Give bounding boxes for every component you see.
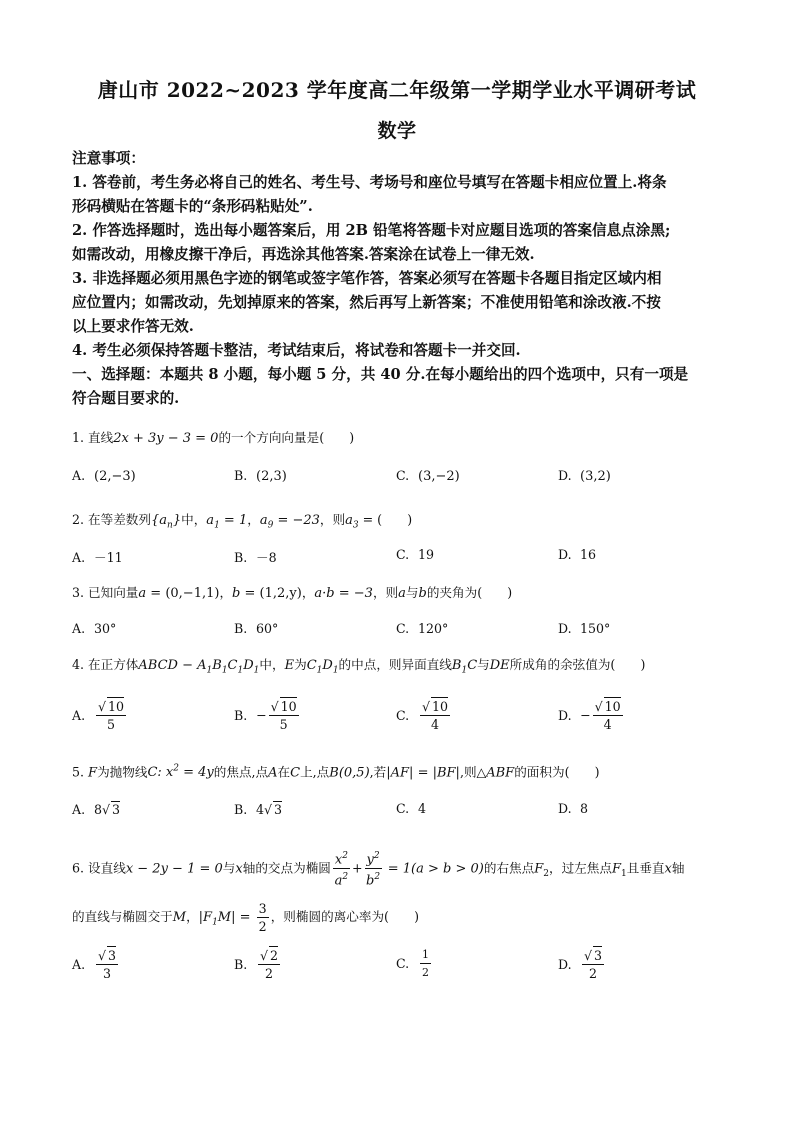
option-value: 8 <box>580 801 589 816</box>
q4-option-d[interactable] <box>558 697 625 733</box>
denominator: 3 <box>103 966 112 981</box>
q5-point-a: A <box>268 765 278 781</box>
q2-option-a[interactable] <box>72 547 123 566</box>
radicand: 10 <box>432 699 449 714</box>
option-label: A. <box>72 956 86 972</box>
q2-options <box>72 547 732 573</box>
radicand: 3 <box>594 948 603 963</box>
option-coef: 8 <box>94 802 103 817</box>
denominator: 4 <box>603 717 612 732</box>
q5-pre: 5. <box>72 764 89 780</box>
q1-options <box>72 468 732 494</box>
notice-line: 以上要求作答无效. <box>72 318 194 335</box>
q6-option-a[interactable] <box>72 946 120 982</box>
q6-eq: = <box>235 910 255 925</box>
q2-pre: 2. 在等差数列 <box>72 512 151 527</box>
q3-vector-a: a <box>398 586 406 601</box>
q5-post: 的面积为( ) <box>514 764 600 780</box>
q5-options <box>72 801 732 827</box>
notice-line: 应位置内；如需改动，先划掉原来的答案，然后再写上新答案；不准使用铅笔和涂改液.不按 <box>72 294 661 311</box>
option-label: D. <box>558 547 572 562</box>
q3-sep: ， <box>219 585 233 600</box>
q3-dot-product: a·b = −3 <box>314 586 373 601</box>
sqrt-icon: √ <box>98 699 107 714</box>
q5-text: 为抛物线 <box>97 764 148 780</box>
q6-sup: 2 <box>342 851 348 861</box>
option-value: 4 <box>418 801 427 816</box>
notice-block <box>72 147 732 411</box>
option-label: D. <box>558 707 572 723</box>
q6-sub: 2 <box>543 868 549 879</box>
option-value: 150° <box>580 621 611 636</box>
fraction <box>258 946 280 982</box>
q4-post: 所成角的余弦值为( ) <box>509 657 646 672</box>
q4-sub: 1 <box>206 665 213 676</box>
q4-sub: 1 <box>253 665 260 676</box>
q4-sub: 1 <box>221 665 228 676</box>
q6-abs-f: |F <box>198 910 213 925</box>
q1-option-b[interactable] <box>234 468 287 484</box>
section-heading-cont: 符合题目要求的. <box>72 390 180 407</box>
q1-post: 的一个方向向量是( ) <box>218 430 355 445</box>
q3-vector-b: b <box>418 586 427 601</box>
q3-vector-b: b <box>232 586 241 601</box>
question-6-line-2 <box>72 898 732 942</box>
q3-option-d[interactable] <box>558 621 610 636</box>
option-value: (3,2) <box>580 469 611 484</box>
q2-a3-letter: a <box>345 513 353 528</box>
notice-line: 如需改动，用橡皮擦干净后，再选涂其他答案.答案涂在试卷上一律无效. <box>72 246 535 263</box>
q6-text: 与 <box>222 860 236 876</box>
fraction <box>582 946 604 982</box>
subject-title: 数学 <box>377 120 417 142</box>
q5-text: 的焦点,点 <box>213 764 269 780</box>
option-value: －11 <box>94 550 123 565</box>
sqrt-icon: √ <box>264 802 273 817</box>
q6-sub: 1 <box>212 917 218 928</box>
option-label: D. <box>558 801 572 816</box>
q6-ell-y: y <box>366 852 374 868</box>
q6-ellipse-rest: = 1(a > b > 0) <box>383 861 484 877</box>
question-4 <box>72 655 732 681</box>
q4-text: 为 <box>294 657 307 672</box>
q5-curve: C: x <box>147 765 174 781</box>
q6-text: 轴 <box>671 860 685 876</box>
q6-sup: 2 <box>342 872 349 883</box>
option-value: (2,−3) <box>94 469 136 484</box>
option-label: B. <box>234 707 248 723</box>
sqrt-icon: √ <box>422 699 431 714</box>
option-label: D. <box>558 621 572 636</box>
q2-post: = ( ) <box>358 512 413 527</box>
option-value: 120° <box>418 621 449 636</box>
radicand: 2 <box>270 948 279 963</box>
numerator: 1 <box>420 946 431 964</box>
notice-heading: 注意事项： <box>72 150 145 167</box>
q6-ell-a: a <box>334 873 343 889</box>
fraction <box>96 946 118 982</box>
sqrt-icon: √ <box>102 802 111 817</box>
q5-curve-rhs: = 4y <box>178 765 214 781</box>
radicand: 3 <box>108 948 117 963</box>
notice-line: 2. 作答选择题时，选出每小题答案后，用 2B 铅笔将答题卡对应题目选项的答案信息点涂黑; <box>72 222 671 239</box>
q4-option-b[interactable] <box>234 697 301 733</box>
question-3 <box>72 583 732 604</box>
q6-f1: F <box>611 861 621 877</box>
q5-condition: |AF| = |BF| <box>386 765 460 781</box>
q2-text: 中， <box>181 512 207 527</box>
option-label: A. <box>72 550 86 565</box>
q4-segment-cd <box>306 658 339 676</box>
question-5 <box>72 759 732 783</box>
option-label: C. <box>396 621 410 636</box>
q2-cond-a1 <box>206 513 248 531</box>
q2-option-c[interactable] <box>396 547 434 562</box>
radicand: 3 <box>112 802 121 817</box>
q6-x: x <box>235 861 243 877</box>
fraction <box>593 697 623 733</box>
q5-option-d[interactable] <box>558 801 588 816</box>
q2-seq-sub: n <box>167 520 173 531</box>
q6-post: ，则椭圆的离心率为( ) <box>270 909 420 924</box>
q5-point-b: B(0,5) <box>329 765 370 781</box>
q5-curve-c: C <box>290 765 301 781</box>
q4-cube-c: C <box>227 658 238 673</box>
q2-a3-sub: 3 <box>352 520 359 531</box>
sign: − <box>256 707 267 723</box>
q2-option-b[interactable] <box>234 547 277 566</box>
q5-sup: 2 <box>173 764 179 774</box>
q4-line-bc <box>451 658 478 676</box>
radicand: 10 <box>604 699 621 714</box>
option-label: A. <box>72 468 86 483</box>
q2-a1: a <box>206 513 215 528</box>
option-label: D. <box>558 956 572 972</box>
q4-sub: 1 <box>332 665 339 676</box>
option-value: (3,−2) <box>418 469 460 484</box>
q6-sup: 2 <box>373 851 380 861</box>
radicand: 10 <box>280 699 297 714</box>
q3-pre: 3. 已知向量 <box>72 585 139 600</box>
q4-d: D <box>322 658 333 673</box>
q4-sub: 1 <box>316 665 323 676</box>
q1-option-d[interactable] <box>558 468 611 484</box>
fraction <box>96 697 126 733</box>
q4-cube-d: D <box>243 658 254 673</box>
q5-option-a[interactable] <box>72 801 120 817</box>
q2-seq-text: {a <box>151 513 168 528</box>
q2-a9-sub: 9 <box>267 520 274 531</box>
q1-equation: 2x + 3y − 3 = 0 <box>113 431 219 446</box>
q2-a9: a <box>259 513 268 528</box>
q5-text: ,若 <box>369 764 387 780</box>
option-value: 60° <box>256 621 279 636</box>
question-1 <box>72 428 732 449</box>
option-label: B. <box>234 468 248 483</box>
q4-text: 中， <box>259 657 285 672</box>
option-label: C. <box>396 956 410 971</box>
radicand: 10 <box>108 699 125 714</box>
q3-sep: ， <box>301 585 315 600</box>
sqrt-icon: √ <box>260 948 269 963</box>
q6-line-eq: x − 2y − 1 = 0 <box>125 861 223 877</box>
q6-sup: 2 <box>374 872 381 883</box>
q3-text: 与 <box>405 585 419 600</box>
q4-cube-a: ABCD − A <box>138 658 207 673</box>
q4-cube-b: B <box>212 658 222 673</box>
q2-a3 <box>345 513 359 531</box>
q6-text: ，过左焦点 <box>548 860 612 876</box>
q4-c: C <box>467 658 478 673</box>
denominator: 5 <box>279 717 288 732</box>
q6-abs-m: M| <box>217 910 236 925</box>
q5-text: 在 <box>277 764 291 780</box>
fraction <box>420 946 431 981</box>
q1-option-a[interactable] <box>72 468 136 484</box>
denominator: 2 <box>422 966 429 979</box>
denominator: 2 <box>589 966 598 981</box>
q6-text: 的右焦点 <box>483 860 535 876</box>
q4-sub: 1 <box>237 665 244 676</box>
denominator: 2 <box>258 919 267 934</box>
q5-option-b[interactable] <box>234 801 282 817</box>
q4-option-c[interactable] <box>396 697 452 733</box>
sqrt-icon: √ <box>594 699 603 714</box>
fraction <box>269 697 299 733</box>
option-value: (2,3) <box>256 469 287 484</box>
q6-ell-b: b <box>366 873 375 889</box>
q6-x: x <box>664 861 672 877</box>
q6-pre: 6. 设直线 <box>72 860 126 876</box>
q6-options <box>72 946 732 992</box>
q3-option-c[interactable] <box>396 621 448 636</box>
denominator: 4 <box>431 717 440 732</box>
q6-ellipse-y-term <box>365 848 382 890</box>
q6-text: 且垂直 <box>626 860 665 876</box>
sqrt-icon: √ <box>270 699 279 714</box>
option-label: A. <box>72 707 86 723</box>
q4-c: C <box>306 658 317 673</box>
option-label: A. <box>72 802 86 817</box>
q4-options <box>72 697 732 743</box>
q3-vector-a: a <box>138 586 147 601</box>
q5-focus-f: F <box>88 765 98 781</box>
section-heading: 一、选择题：本题共 8 小题，每小题 5 分，共 40 分.在每小题给出的四个选项中，只有一项是 <box>72 366 689 383</box>
q2-cond-a9 <box>259 513 320 531</box>
q4-b: B <box>451 658 462 673</box>
q4-text: 与 <box>477 657 490 672</box>
q3-post: 的夹角为( ) <box>426 585 513 600</box>
q6-abs <box>198 910 236 928</box>
option-label: C. <box>396 468 410 483</box>
q6-point-m: M <box>172 910 187 925</box>
q3-text: ，则 <box>372 585 399 600</box>
q5-triangle: ABF <box>486 765 515 781</box>
q5-text: ,则△ <box>459 764 487 780</box>
q6-fraction <box>257 900 269 935</box>
q6-ell-x: x <box>334 852 343 868</box>
notice-line: 形码横贴在答题卡的“条形码粘贴处”. <box>72 198 313 215</box>
q3-vector-a-value: = (0,−1,1) <box>146 586 220 601</box>
option-label: B. <box>234 956 248 972</box>
q4-pre: 4. 在正方体 <box>72 657 139 672</box>
option-value: 19 <box>418 547 435 562</box>
q6-text: ， <box>186 909 199 924</box>
option-label: A. <box>72 621 86 636</box>
option-label: C. <box>396 801 410 816</box>
q6-option-b[interactable] <box>234 946 282 982</box>
numerator: 3 <box>258 901 267 916</box>
fraction <box>420 697 450 733</box>
q1-option-c[interactable] <box>396 468 460 484</box>
q4-cube <box>138 658 260 676</box>
q6-sub: 1 <box>620 868 627 879</box>
option-label: B. <box>234 802 248 817</box>
q3-option-a[interactable] <box>72 621 116 636</box>
q2-text: ，则 <box>319 512 346 527</box>
q3-options <box>72 621 732 647</box>
q6-ellipse-x-term <box>333 848 350 890</box>
q6-option-d[interactable] <box>558 946 606 982</box>
q4-point-e: E <box>284 658 295 673</box>
q2-seq-end: } <box>172 513 182 528</box>
option-label: B. <box>234 550 248 565</box>
option-label: C. <box>396 547 410 562</box>
option-label: C. <box>396 707 410 723</box>
option-value: －8 <box>256 550 277 565</box>
question-6: 6. 设直线x − 2y − 1 = 0与x轴的交点为椭圆 $\frac{x^2}{a^2}$ + $\frac{y^2}{b^2}$ = 1(a > b > 0)的右焦点$F_2$，过左焦点$F_1$且垂直x轴 <box>72 848 732 893</box>
q2-a9-val: = −23 <box>273 513 320 528</box>
q2-sep: ， <box>247 512 260 527</box>
q5-option-c[interactable] <box>396 801 426 816</box>
option-coef: 4 <box>256 802 265 817</box>
option-value: 30° <box>94 621 117 636</box>
option-label: B. <box>234 621 248 636</box>
q2-option-d[interactable] <box>558 547 596 562</box>
q2-a1-val: = 1 <box>219 513 248 528</box>
q4-sub: 1 <box>461 665 468 676</box>
q1-pre: 1. 直线 <box>72 430 114 445</box>
q4-option-a[interactable] <box>72 697 128 733</box>
sign: − <box>580 707 591 723</box>
q5-parabola <box>147 765 213 780</box>
q4-text: 的中点，则异面直线 <box>338 657 452 672</box>
q6-f2: F <box>534 861 544 877</box>
sqrt-icon: √ <box>584 948 593 963</box>
notice-line: 3. 非选择题必须用黑色字迹的钢笔或签字笔作答，答案必须写在答题卡各题目指定区域内相 <box>72 270 662 287</box>
notice-line: 1. 答卷前，考生务必将自己的姓名、考生号、考场号和座位号填写在答题卡相应位置上.将条 <box>72 174 667 191</box>
sqrt-icon: √ <box>98 948 107 963</box>
q2-a1-sub: 1 <box>214 520 220 531</box>
question-2 <box>72 510 732 536</box>
q5-text: 上,点 <box>300 764 330 780</box>
q3-option-b[interactable] <box>234 621 278 636</box>
q3-vector-b-value: = (1,2,y) <box>240 586 302 601</box>
option-value: 16 <box>580 547 597 562</box>
denominator: 5 <box>107 717 116 732</box>
q6-text: 的直线与椭圆交于 <box>72 909 173 924</box>
q6-option-c[interactable] <box>396 946 433 981</box>
q2-sequence <box>151 513 182 531</box>
radicand: 3 <box>274 802 283 817</box>
q4-line-de: DE <box>489 658 510 673</box>
page-title: 唐山市 2022~2023 学年度高二年级第一学期学业水平调研考试 <box>97 78 697 102</box>
denominator: 2 <box>265 966 274 981</box>
q6-text: 轴的交点为椭圆 <box>242 860 331 876</box>
notice-line: 4. 考生必须保持答题卡整洁，考试结束后，将试卷和答题卡一并交回. <box>72 342 521 359</box>
option-label: D. <box>558 468 572 483</box>
